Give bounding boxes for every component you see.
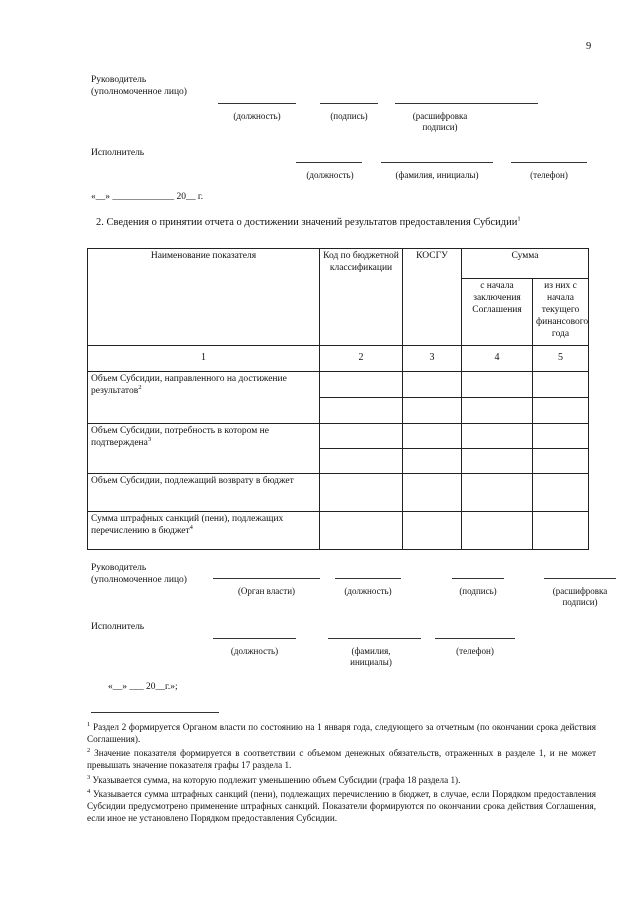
- head-label-line1: Руководитель: [91, 75, 147, 85]
- executor-name-line: [381, 162, 493, 163]
- table-cell: [403, 512, 462, 550]
- table-cell: [533, 424, 589, 449]
- row-label-text: Объем Субсидии, подлежащий возврату в бюджет: [91, 476, 294, 486]
- head2-caption-signature: (подпись): [459, 586, 497, 596]
- head2-label-line2: (уполномоченное лицо): [91, 574, 187, 585]
- table-row: [88, 424, 589, 449]
- header-kosgu: КОСГУ: [403, 249, 462, 346]
- table-cell: [320, 474, 403, 512]
- row-label-3: [88, 474, 320, 512]
- executor-phone-line: [511, 162, 587, 163]
- row-label-1: [88, 372, 320, 424]
- table-cell: [533, 449, 589, 474]
- executor2-caption-phone: (телефон): [456, 646, 494, 656]
- table-cell: [403, 372, 462, 398]
- head-label: [91, 75, 187, 99]
- date-line: «__» _____________ 20__ г.: [91, 192, 204, 202]
- row-label-text: Сумма штрафных санкций (пени), подлежащих перечислению в бюджет: [91, 514, 284, 536]
- executor2-phone-line: [435, 638, 515, 639]
- row-footnote-mark: 2: [138, 383, 142, 391]
- executor2-name-line: [328, 638, 421, 639]
- row-label-text: Объем Субсидии, направленного на достижение результатов: [91, 374, 287, 396]
- head2-label-line1: Руководитель: [91, 563, 147, 573]
- executor-caption-position: (должность): [306, 170, 354, 180]
- footnote-4: [87, 789, 596, 824]
- table-cell: [533, 398, 589, 424]
- footnote-text: Указывается сумма штрафных санкций (пени), подлежащих перечислению в бюджет, в случае, если Порядком предоставления Субсидии предусмотрено применение штрафных санкций. Показатели формируются по окончании срока действия Соглашения, если иное не установлено Порядком предоставления Субсидии.: [87, 789, 597, 823]
- row-label-2: [88, 424, 320, 474]
- table-cell: [462, 372, 533, 398]
- executor-caption-phone: (телефон): [530, 170, 568, 180]
- head2-authority-line: [213, 578, 320, 579]
- executor2-caption-position: (должность): [230, 646, 279, 656]
- page-number: 9: [586, 41, 592, 52]
- section-title-text: 2. Сведения о принятии отчета о достижении значений результатов предоставления Субсидии: [96, 217, 518, 228]
- head2-caption-position: (должность): [344, 586, 392, 596]
- head-position-line: [218, 103, 296, 104]
- table-cell: [403, 474, 462, 512]
- footnote-mark: 4: [87, 787, 91, 795]
- row-label-text: Объем Субсидии, потребность в котором не подтверждена: [91, 426, 269, 448]
- table-cell: [320, 398, 403, 424]
- subsidy-report-table: [87, 248, 589, 550]
- table-row: [88, 372, 589, 398]
- column-number-2: 2: [320, 346, 403, 372]
- footnote-3: [87, 775, 596, 787]
- header-budget-code: Код по бюджетной классификации: [320, 249, 403, 346]
- footnote-2: [87, 748, 596, 772]
- column-number-1: 1: [88, 346, 320, 372]
- footnote-1: [87, 722, 596, 746]
- table-cell: [462, 449, 533, 474]
- head2-position-line: [335, 578, 401, 579]
- head-decoding-line: [395, 103, 538, 104]
- table-cell: [462, 474, 533, 512]
- footnote-mark: 3: [87, 773, 91, 781]
- executor2-label: Исполнитель: [91, 622, 145, 632]
- table-cell: [533, 512, 589, 550]
- table-cell: [320, 372, 403, 398]
- table-cell: [320, 512, 403, 550]
- footnote-text: Значение показателя формируется в соответствии с объемом денежных обязательств, отраженных в разделе 1, и не может превышать значение показателя графы 17 раздела 1.: [87, 748, 596, 770]
- table-cell: [462, 512, 533, 550]
- section-title: [96, 216, 521, 229]
- footnote-text: Раздел 2 формируется Органом власти по состоянию на 1 января года, следующего за отчетным (по окончании срока действия Соглашения).: [87, 722, 597, 744]
- executor-position-line: [296, 162, 362, 163]
- header-indicator-name: Наименование показателя: [88, 249, 320, 346]
- table-cell: [320, 424, 403, 449]
- column-number-3: 3: [403, 346, 462, 372]
- section-title-footnote-mark: 1: [517, 215, 521, 223]
- table-row: [88, 474, 589, 512]
- table-cell: [403, 449, 462, 474]
- row-footnote-mark: 4: [189, 523, 193, 531]
- row-footnote-mark: 3: [147, 435, 152, 443]
- table-cell: [320, 449, 403, 474]
- footnote-mark: 1: [87, 720, 91, 728]
- table-row: [88, 512, 589, 550]
- header-sum: Сумма: [462, 249, 589, 279]
- head2-signature-line: [452, 578, 504, 579]
- head-caption-signature: (подпись): [330, 111, 368, 121]
- footnote-text: Указывается сумма, на которую подлежит уменьшению объем Субсидии (графа 18 раздела 1).: [92, 775, 461, 785]
- head2-caption-decoding: (расшифровка подписи): [552, 586, 608, 607]
- head-label-line2: (уполномоченное лицо): [91, 86, 187, 97]
- head-signature-line: [320, 103, 378, 104]
- column-number-4: 4: [462, 346, 533, 372]
- footnote-mark: 2: [87, 746, 91, 754]
- executor2-position-line: [213, 638, 296, 639]
- table-cell: [403, 398, 462, 424]
- head-caption-decoding: (расшифровка подписи): [412, 111, 468, 132]
- footnote-separator: [91, 712, 219, 713]
- row-label-4: [88, 512, 320, 550]
- date2-line: «__» ___ 20__г.»;: [108, 682, 178, 692]
- table-cell: [533, 372, 589, 398]
- head2-caption-authority: (Орган власти): [237, 586, 296, 596]
- column-number-5: 5: [533, 346, 589, 372]
- table-cell: [462, 424, 533, 449]
- table-cell: [403, 424, 462, 449]
- executor-label: Исполнитель: [91, 148, 145, 158]
- head2-decoding-line: [544, 578, 616, 579]
- executor2-caption-name: (фамилия, инициалы): [350, 646, 392, 667]
- header-sum-current-year: из них с начала текущего финансового года: [533, 279, 589, 346]
- executor-caption-name: (фамилия, инициалы): [395, 170, 479, 180]
- table-cell: [462, 398, 533, 424]
- header-sum-from-start: с начала заключения Соглашения: [462, 279, 533, 346]
- head-caption-position: (должность): [233, 111, 281, 121]
- table-cell: [533, 474, 589, 512]
- head2-label: [91, 563, 187, 587]
